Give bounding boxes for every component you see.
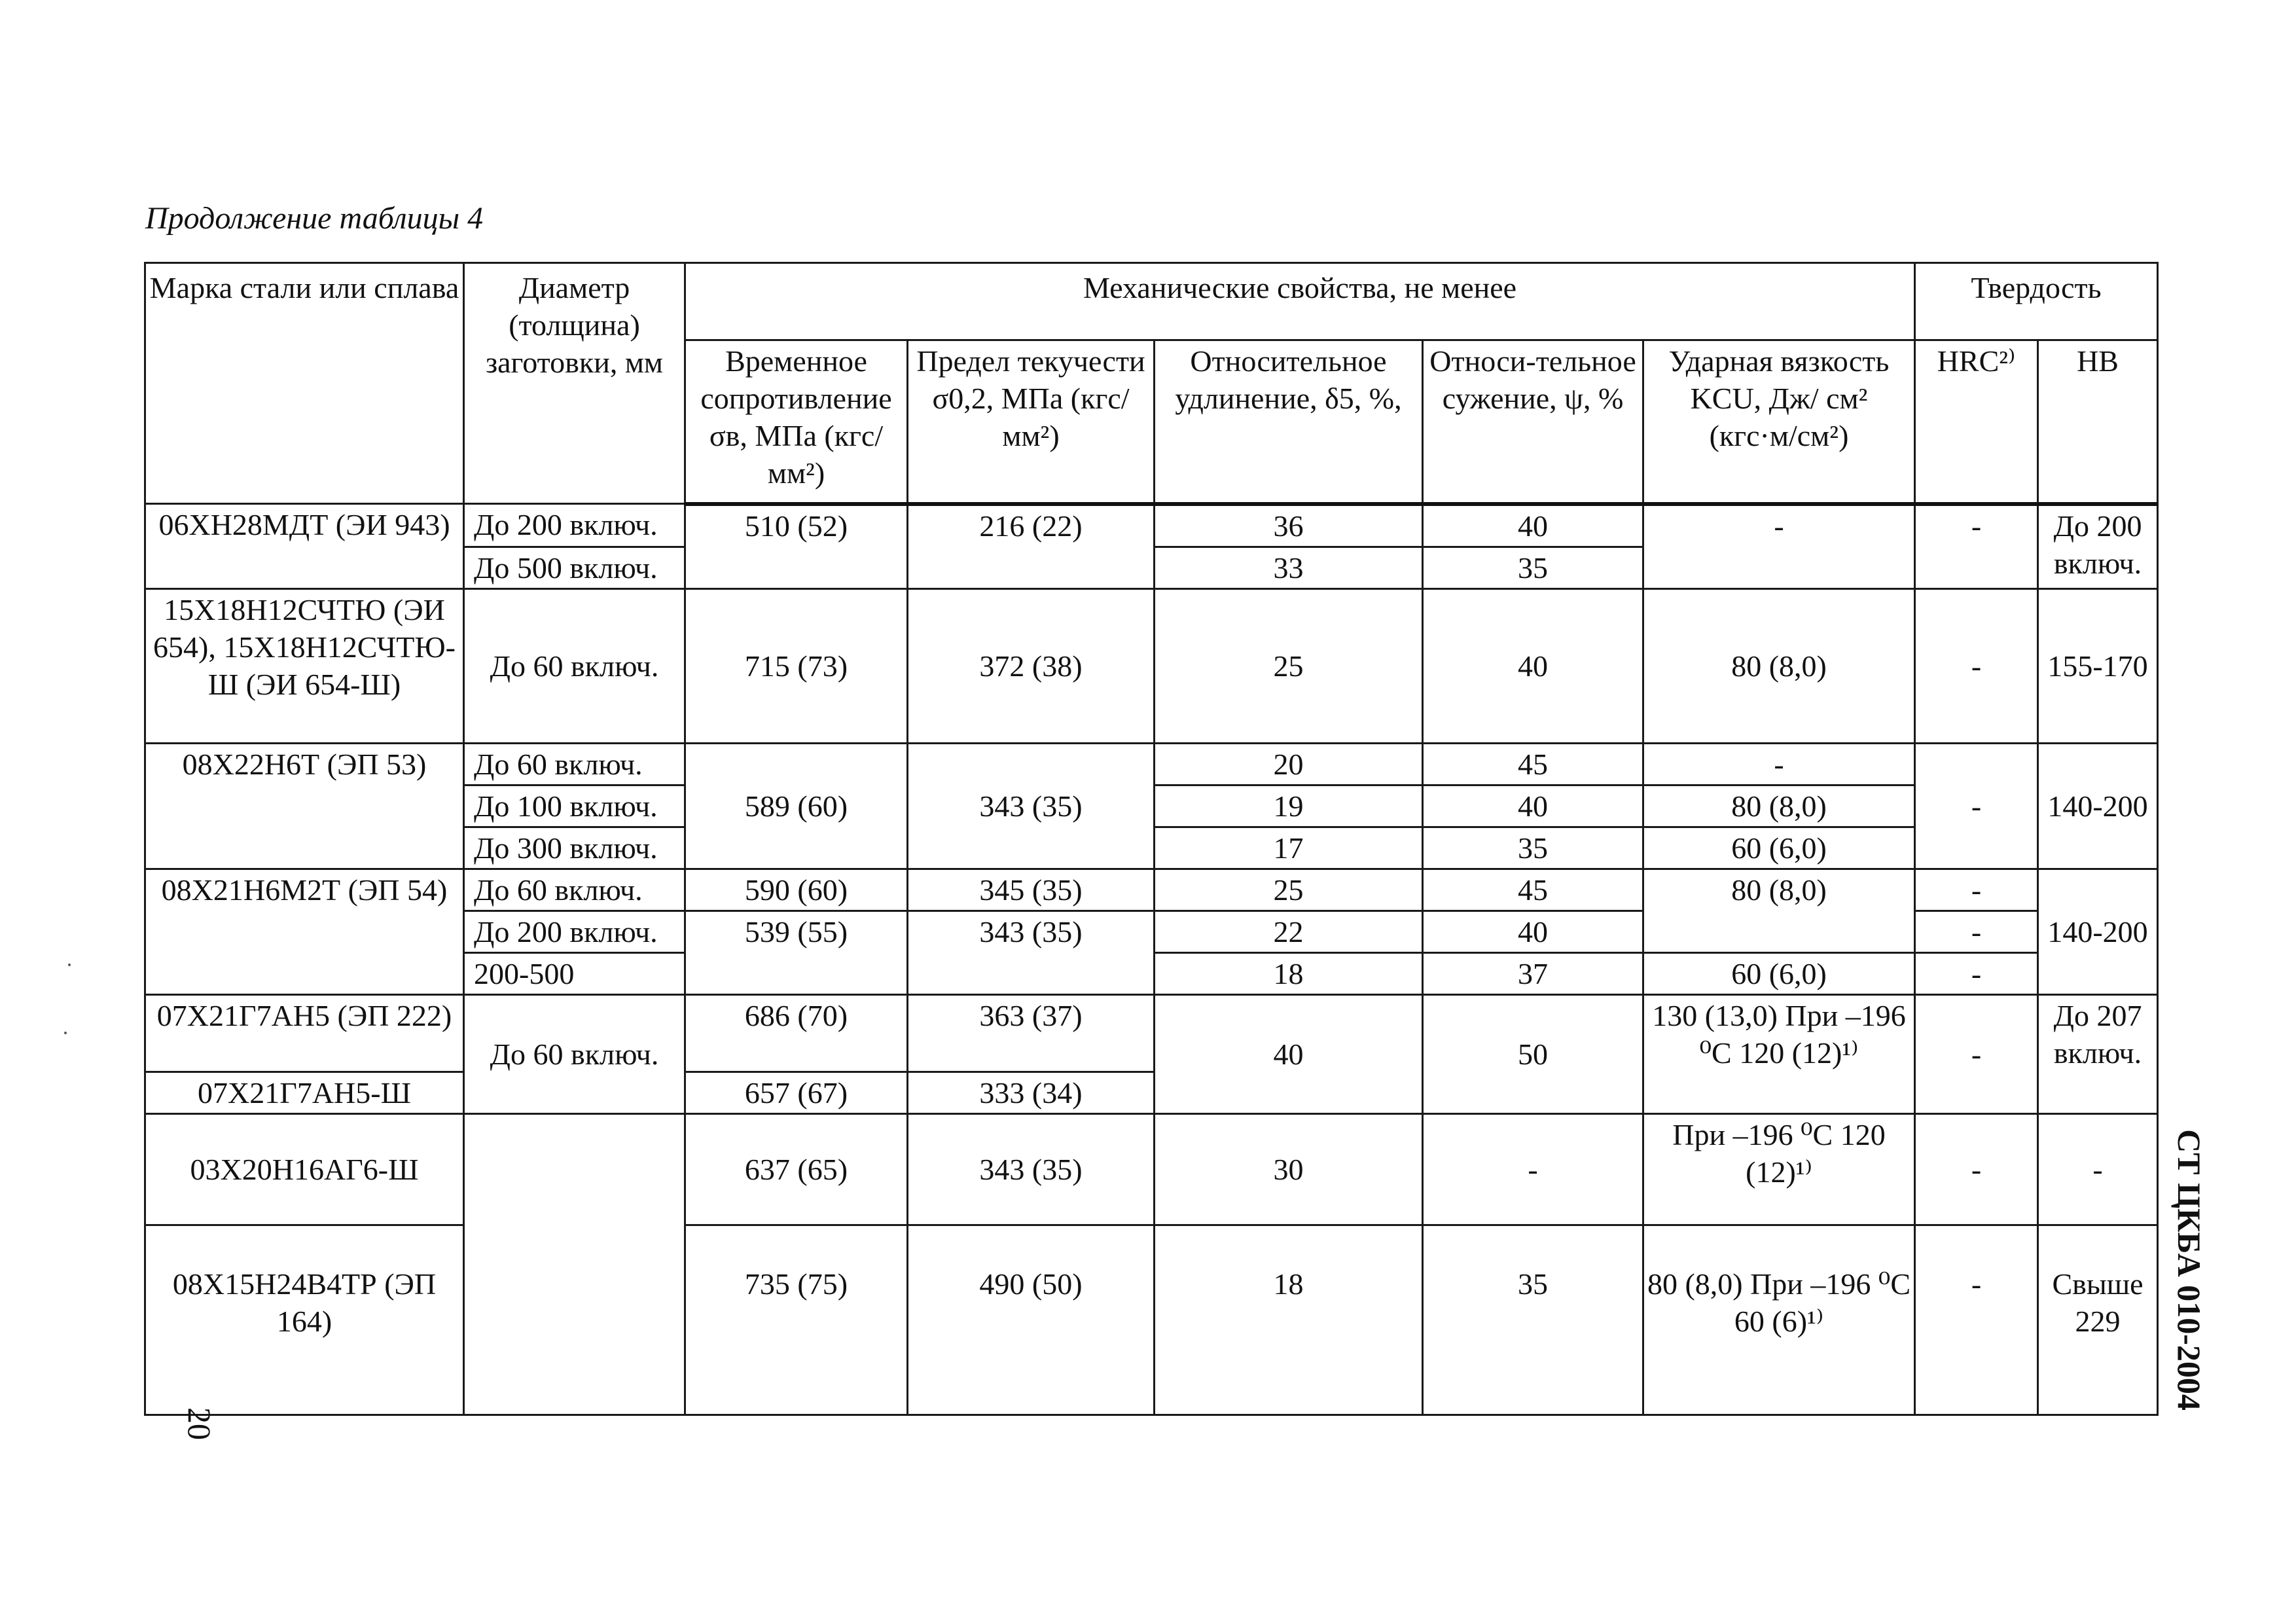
reduction-cell: 40 (1423, 588, 1643, 743)
hrc-cell: - (1915, 743, 2038, 869)
yield-cell: 216 (22) (908, 504, 1155, 589)
reduction-cell: 35 (1423, 1225, 1643, 1415)
diameter-cell: До 100 включ. (464, 785, 685, 827)
hb-cell: До 200 включ. (2038, 504, 2158, 589)
tensile-cell: 686 (70) (685, 994, 908, 1072)
reduction-cell: 45 (1423, 743, 1643, 785)
diameter-cell (464, 1113, 685, 1415)
impact-cell: 60 (6,0) (1643, 952, 1915, 994)
header-tensile: Временное сопротивление σв, МПа (кгс/мм²) (685, 340, 908, 504)
hb-cell: 155-170 (2038, 588, 2158, 743)
hrc-cell: - (1915, 869, 2038, 911)
elongation-cell: 25 (1155, 869, 1423, 911)
header-hrc: HRC²⁾ (1915, 340, 2038, 504)
page-number-text: 20 (181, 1407, 218, 1440)
elongation-cell: 40 (1155, 994, 1423, 1113)
header-yield: Предел текучести σ0,2, МПа (кгс/мм²) (908, 340, 1155, 504)
hb-cell: Свыше 229 (2038, 1225, 2158, 1415)
diameter-cell: До 500 включ. (464, 547, 685, 588)
elongation-cell: 17 (1155, 827, 1423, 869)
elongation-cell: 20 (1155, 743, 1423, 785)
diameter-cell: До 300 включ. (464, 827, 685, 869)
header-steel: Марка стали или сплава (145, 263, 464, 504)
header-diameter: Диаметр (толщина) заготовки, мм (464, 263, 685, 504)
hrc-cell: - (1915, 911, 2038, 952)
tensile-cell: 589 (60) (685, 743, 908, 869)
scan-speck (64, 1032, 67, 1034)
reduction-cell: - (1423, 1113, 1643, 1225)
elongation-cell: 25 (1155, 588, 1423, 743)
hrc-cell: - (1915, 994, 2038, 1113)
elongation-cell: 18 (1155, 952, 1423, 994)
reduction-cell: 40 (1423, 911, 1643, 952)
diameter-cell: 200-500 (464, 952, 685, 994)
reduction-cell: 45 (1423, 869, 1643, 911)
header-reduction: Относи-тельное сужение, ψ, % (1423, 340, 1643, 504)
scan-speck (68, 964, 71, 966)
impact-cell: 80 (8,0) (1643, 785, 1915, 827)
steel-grade: 07Х21Г7АН5-Ш (145, 1072, 464, 1113)
elongation-cell: 33 (1155, 547, 1423, 588)
header-hb: HB (2038, 340, 2158, 504)
yield-cell: 343 (35) (908, 743, 1155, 869)
steel-grade: 07Х21Г7АН5 (ЭП 222) (145, 994, 464, 1072)
steel-grade: 06ХН28МДТ (ЭИ 943) (145, 504, 464, 589)
hb-cell: 140-200 (2038, 869, 2158, 994)
yield-cell: 333 (34) (908, 1072, 1155, 1113)
header-hardness: Твердость (1915, 263, 2158, 340)
tensile-cell: 715 (73) (685, 588, 908, 743)
steel-grade: 08Х21Н6М2Т (ЭП 54) (145, 869, 464, 994)
tensile-cell: 735 (75) (685, 1225, 908, 1415)
impact-cell: 80 (8,0) (1643, 588, 1915, 743)
impact-cell: 130 (13,0) При –196 ⁰С 120 (12)¹⁾ (1643, 994, 1915, 1113)
reduction-cell: 40 (1423, 785, 1643, 827)
impact-cell: - (1643, 743, 1915, 785)
header-impact: Ударная вязкость KCU, Дж/ см² (кгс·м/см²) (1643, 340, 1915, 504)
document-code-text: СТ ЦКБА 010-2004 (2171, 1129, 2208, 1411)
diameter-cell: До 60 включ. (464, 743, 685, 785)
elongation-cell: 18 (1155, 1225, 1423, 1415)
impact-cell: При –196 ⁰С 120 (12)¹⁾ (1643, 1113, 1915, 1225)
yield-cell: 363 (37) (908, 994, 1155, 1072)
hrc-cell: - (1915, 504, 2038, 589)
elongation-cell: 22 (1155, 911, 1423, 952)
steel-grade: 15Х18Н12СЧТЮ (ЭИ 654), 15Х18Н12СЧТЮ-Ш (ЭИ 654-Ш) (145, 588, 464, 743)
hb-cell: До 207 включ. (2038, 994, 2158, 1113)
hrc-cell: - (1915, 1225, 2038, 1415)
reduction-cell: 35 (1423, 827, 1643, 869)
impact-cell: 80 (8,0) (1643, 869, 1915, 952)
diameter-cell: До 60 включ. (464, 869, 685, 911)
header-mechanical: Механические свойства, не менее (685, 263, 1915, 340)
elongation-cell: 19 (1155, 785, 1423, 827)
hrc-cell: - (1915, 1113, 2038, 1225)
tensile-cell: 637 (65) (685, 1113, 908, 1225)
yield-cell: 345 (35) (908, 869, 1155, 911)
diameter-cell: До 60 включ. (464, 588, 685, 743)
impact-cell: 60 (6,0) (1643, 827, 1915, 869)
yield-cell: 343 (35) (908, 911, 1155, 994)
reduction-cell: 37 (1423, 952, 1643, 994)
diameter-cell: До 200 включ. (464, 504, 685, 547)
tensile-cell: 539 (55) (685, 911, 908, 994)
mechanical-properties-table (144, 262, 2159, 1416)
reduction-cell: 40 (1423, 504, 1643, 547)
diameter-cell: До 60 включ. (464, 994, 685, 1113)
tensile-cell: 510 (52) (685, 504, 908, 589)
page-number (177, 1394, 223, 1453)
steel-grade: 08Х15Н24В4ТР (ЭП 164) (145, 1225, 464, 1415)
elongation-cell: 30 (1155, 1113, 1423, 1225)
reduction-cell: 50 (1423, 994, 1643, 1113)
steel-grade: 03Х20Н16АГ6-Ш (145, 1113, 464, 1225)
hrc-cell: - (1915, 952, 2038, 994)
tensile-cell: 657 (67) (685, 1072, 908, 1113)
elongation-cell: 36 (1155, 504, 1423, 547)
hb-cell: - (2038, 1113, 2158, 1225)
document-code (2163, 1087, 2215, 1453)
diameter-cell: До 200 включ. (464, 911, 685, 952)
impact-cell: 80 (8,0) При –196 ⁰С 60 (6)¹⁾ (1643, 1225, 1915, 1415)
header-elongation: Относительное удлинение, δ5, %, (1155, 340, 1423, 504)
yield-cell: 372 (38) (908, 588, 1155, 743)
steel-grade: 08Х22Н6Т (ЭП 53) (145, 743, 464, 869)
table-caption: Продолжение таблицы 4 (145, 201, 484, 236)
yield-cell: 490 (50) (908, 1225, 1155, 1415)
tensile-cell: 590 (60) (685, 869, 908, 911)
yield-cell: 343 (35) (908, 1113, 1155, 1225)
hrc-cell: - (1915, 588, 2038, 743)
hb-cell: 140-200 (2038, 743, 2158, 869)
reduction-cell: 35 (1423, 547, 1643, 588)
impact-cell: - (1643, 504, 1915, 589)
